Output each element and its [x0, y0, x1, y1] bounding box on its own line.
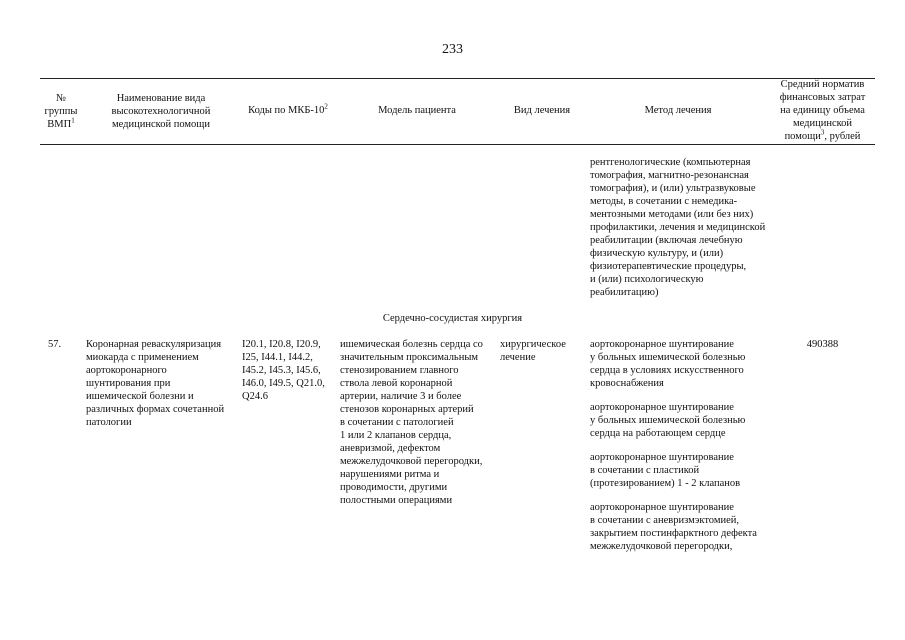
row-icd-codes: I20.1, I20.8, I20.9, I25, I44.1, I44.2, I45.2, I45.3, I45.6, I46.0, I49.5, Q21.0, Q24.6 — [242, 339, 325, 402]
table-top-rule — [40, 78, 875, 79]
row-treatment-methods — [590, 338, 770, 564]
header-care-type-name: Наименование вида высокотехнологичной медицинской помощи — [111, 93, 211, 130]
table-header-bottom-rule — [40, 144, 875, 145]
row-average-cost: 490388 — [806, 339, 839, 350]
header-patient-model: Модель пациента — [378, 105, 456, 116]
method-item: аортокоронарное шунтирование у больных ишемической болезнью сердца на работающем сердце — [590, 402, 746, 439]
method-item: аортокоронарное шунтирование в сочетании с пластикой (протезированием) 1 - 2 клапанов — [590, 452, 741, 489]
header-treatment-type: Вид лечения — [513, 105, 571, 116]
row-treatment-type: хирургическое лечение — [500, 339, 566, 363]
page-number: 233 — [442, 42, 463, 57]
header-treatment-method: Метод лечения — [644, 105, 712, 116]
header-average-cost: Средний норматив финансовых затрат на единицу объема медицинской помощи$^3$, рублей — [779, 79, 866, 142]
row-number: 57. — [48, 339, 62, 350]
header-icd-codes: Коды по МКБ-$10^2$ — [248, 102, 328, 116]
row-patient-model: ишемическая болезнь сердца со значительным проксимальным стенозированием главного ствола левой коронарной артерии, наличие 3 и более стенозов коронарных артерий в сочетании с патологией 1 или 2 клапанов сердца, аневризмой, дефектом межжелудочковой перегородки, нарушениями ритма и проводимости, другими полостными операциями — [340, 339, 483, 506]
header-group-number: № группы ВМП$^1$ — [44, 93, 78, 130]
row-care-type-name: Коронарная реваскуляризация миокарда с применением аортокоронарного шунтирования при ишемической болезни и различных формах сочетанной патологии — [86, 339, 225, 428]
continuation-method-text: рентгенологические (компьютерная томография, магнитно-резонансная томография), и (или) ультразвуковые методы, в сочетании с немедика- ментозными методами (или без них) профилактики, лечения и медицинской реабилитации (включая лечебную физическую культуру, и (или) физиотерапевтические процедуры, и (или) психологическую реабилитацию) — [590, 157, 766, 298]
section-title: Сердечно-сосудистая хирургия — [382, 313, 523, 324]
method-item: аортокоронарное шунтирование у больных ишемической болезнью сердца в условиях искусственного кровоснабжения — [590, 339, 746, 389]
method-item: аортокоронарное шунтирование в сочетании с аневризмэктомией, закрытием постинфарктного дефекта межжелудочковой перегородки, — [590, 502, 757, 552]
